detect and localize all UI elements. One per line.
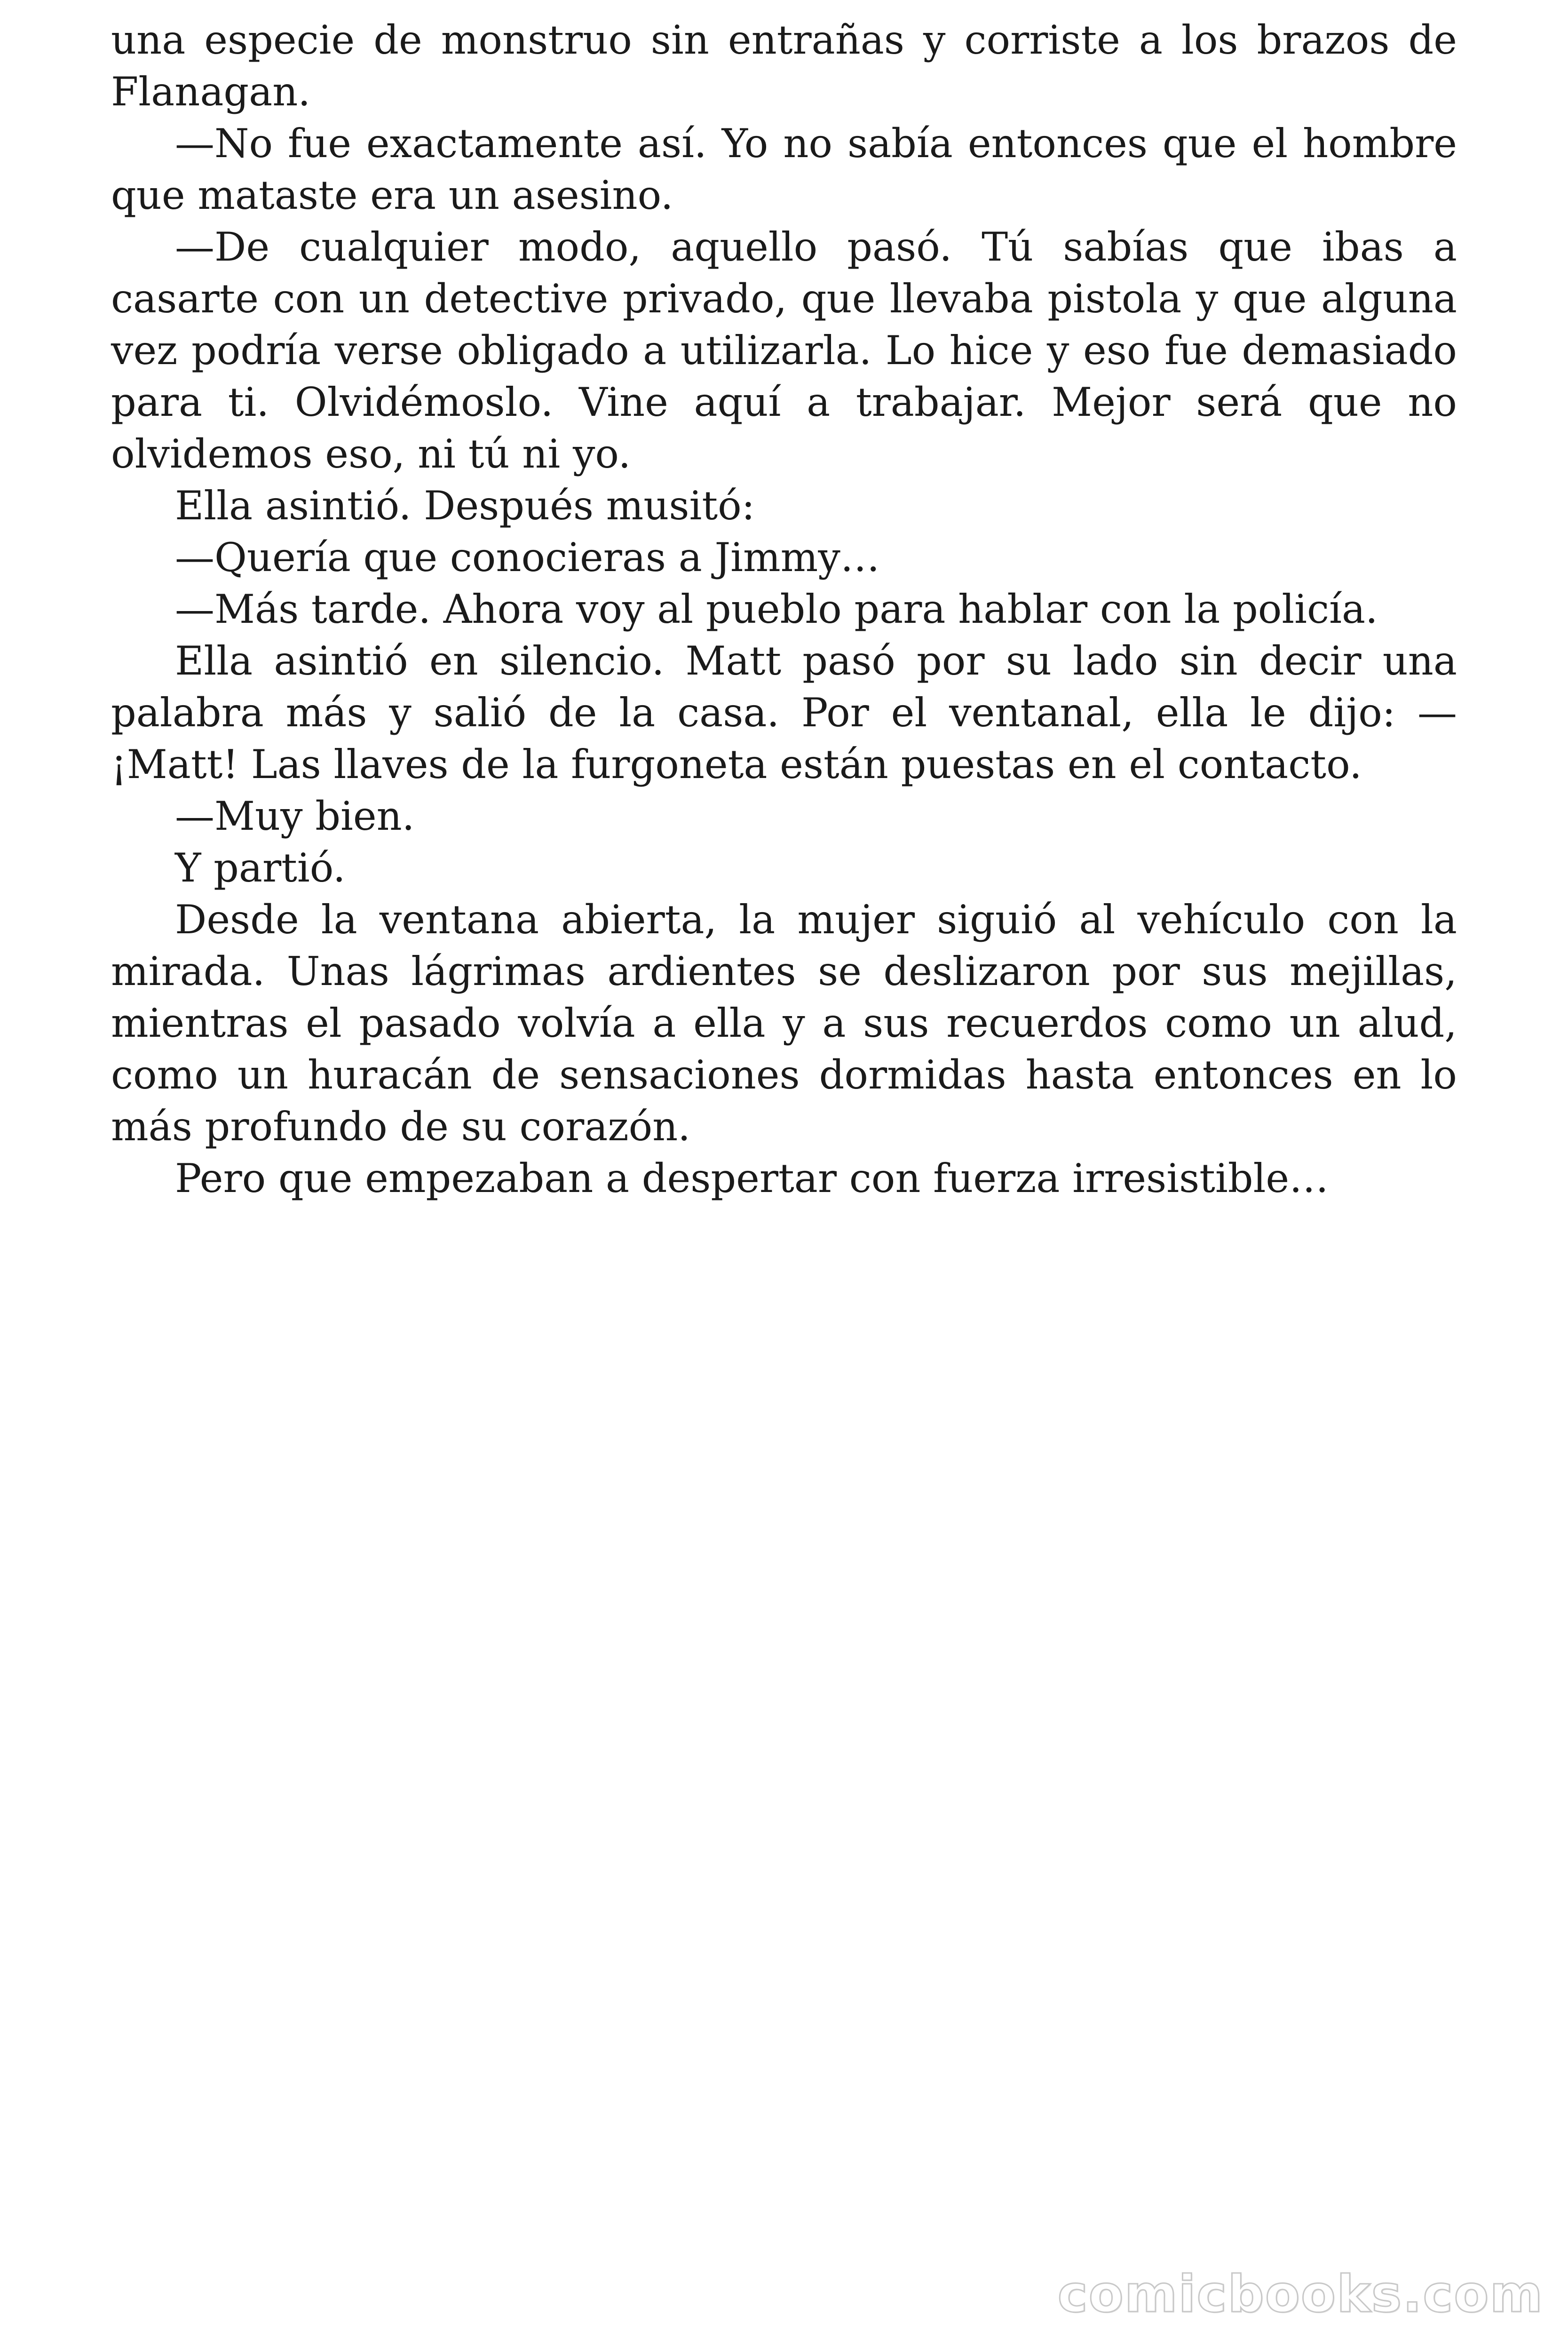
watermark-text: comicbooks.com bbox=[1057, 2265, 1544, 2324]
paragraph-2: —No fue exactamente así. Yo no sabía entonces que el hombre que mataste era un asesino. bbox=[111, 120, 1457, 218]
paragraph-4: Ella asintió. Después musitó: bbox=[175, 483, 755, 529]
paragraph-1: una especie de monstruo sin entrañas y corriste a los brazos de Flanagan. bbox=[111, 17, 1457, 115]
paragraph-3: —De cualquier modo, aquello pasó. Tú sabías que ibas a casarte con un detective privado, que llevaba pistola y que alguna vez podría verse obligado a utilizarla. Lo hice y eso fue demasiado para ti. Olvidémoslo. Vine aquí a trabajar. Mejor será que no olvidemos eso, ni tú ni yo. bbox=[111, 224, 1457, 477]
paragraph-11: Pero que empezaban a despertar con fuerza irresistible… bbox=[175, 1155, 1329, 1201]
paragraph-7: Ella asintió en silencio. Matt pasó por su lado sin decir una palabra más y salió de la casa. Por el ventanal, ella le dijo: —¡Matt! Las llaves de la furgoneta están puestas en el contacto. bbox=[111, 638, 1457, 787]
paragraph-6: —Más tarde. Ahora voy al pueblo para hablar con la policía. bbox=[175, 586, 1378, 632]
page-body bbox=[111, 14, 1457, 1204]
paragraph-5: —Quería que conocieras a Jimmy… bbox=[175, 534, 880, 580]
paragraph-8: —Muy bien. bbox=[175, 793, 415, 839]
paragraph-10: Desde la ventana abierta, la mujer siguió al vehículo con la mirada. Unas lágrimas ardientes se deslizaron por sus mejillas, mientras el pasado volvía a ella y a sus recuerdos como un alud, como un huracán de sensaciones dormidas hasta entonces en lo más profundo de su corazón. bbox=[111, 897, 1457, 1150]
paragraph-9: Y partió. bbox=[175, 845, 346, 891]
